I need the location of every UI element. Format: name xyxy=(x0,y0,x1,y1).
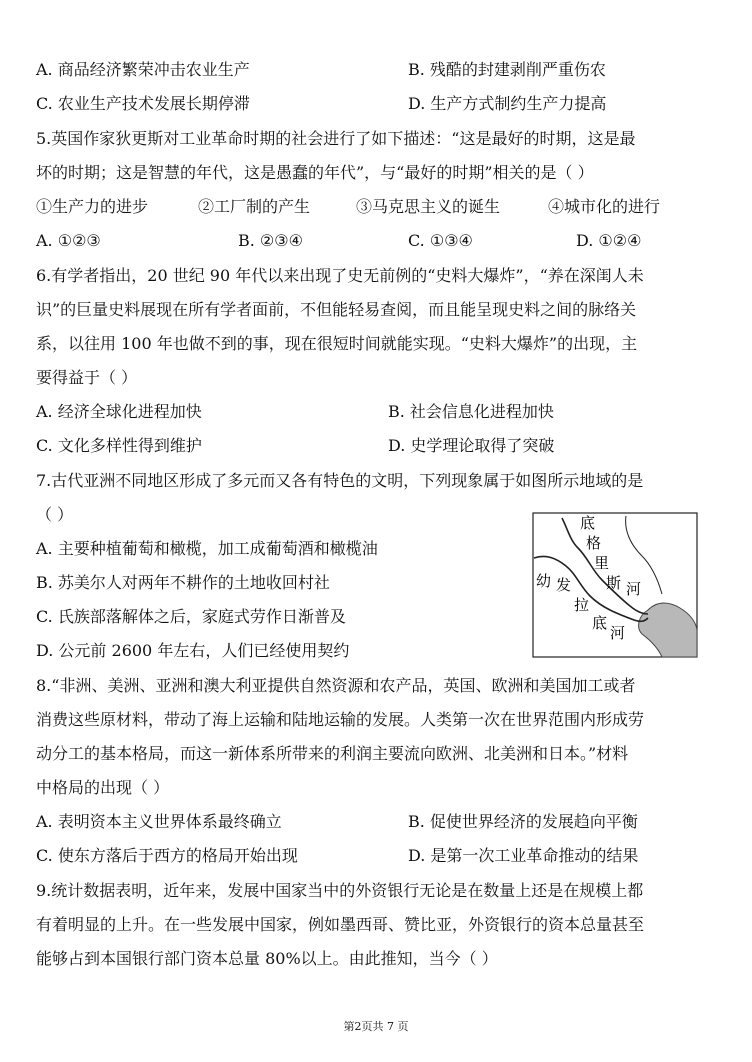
q7-stem-line-1: 7.古代亚洲不同地区形成了多元而又各有特色的文明，下列现象属于如图所示地域的是 xyxy=(36,471,644,490)
q8-option-a: A. 表明资本主义世界体系最终确立 xyxy=(36,812,282,831)
q5-option-b: B. ②③④ xyxy=(238,231,303,250)
q8-stem-line-4: 中格局的出现（ ） xyxy=(36,778,170,797)
map-euphrates-char-2: 发 xyxy=(556,576,572,594)
q7-stem-line-2: （ ） xyxy=(36,505,74,524)
q9-stem-line-2: 有着明显的上升。在一些发展中国家，例如墨西哥、赞比亚，外资银行的资本总量甚至 xyxy=(36,915,645,934)
q9-stem-line-1: 9.统计数据表明，近年来，发展中国家当中的外资银行无论是在数量上还是在规模上都 xyxy=(36,881,644,900)
q5-option-c: C. ①③④ xyxy=(408,231,473,250)
q8-stem-line-2: 消费这些原材料，带动了海上运输和陆地运输的发展。人类第一次在世界范围内形成劳 xyxy=(36,710,645,729)
q4-option-a: A. 商品经济繁荣冲击农业生产 xyxy=(36,60,250,79)
q5-item-3: ③马克思主义的诞生 xyxy=(356,197,501,216)
q6-option-a: A. 经济全球化进程加快 xyxy=(36,402,202,421)
q7-option-c: C. 氏族部落解体之后，家庭式劳作日渐普及 xyxy=(36,607,346,626)
page-footer: 第2页共 7 页 xyxy=(343,1020,409,1033)
q7-option-a: A. 主要种植葡萄和橄榄，加工成葡萄酒和橄榄油 xyxy=(36,539,378,558)
q5-stem-line-1: 5.英国作家狄更斯对工业革命时期的社会进行了如下描述：“这是最好的时期，这是最 xyxy=(36,129,636,148)
q5-item-1: ①生产力的进步 xyxy=(36,197,149,216)
q8-stem-line-3: 动分工的基本格局，而这一新体系所带来的利润主要流向欧洲、北美洲和日本。”材料 xyxy=(36,744,629,763)
q6-stem-line-4: 要得益于（ ） xyxy=(36,368,138,387)
map-tigris-char-1: 底 xyxy=(580,514,596,532)
q6-option-b: B. 社会信息化进程加快 xyxy=(388,402,554,421)
mesopotamia-map xyxy=(530,510,700,660)
map-euphrates-char-5: 河 xyxy=(610,624,626,642)
q8-option-d: D. 是第一次工业革命推动的结果 xyxy=(408,846,639,865)
q6-option-c: C. 文化多样性得到维护 xyxy=(36,436,202,455)
q4-option-c: C. 农业生产技术发展长期停滞 xyxy=(36,94,250,113)
map-tigris-char-4: 斯 xyxy=(606,574,622,592)
map-tigris-char-2: 格 xyxy=(586,534,602,552)
q8-stem-line-1: 8.“非洲、美洲、亚洲和澳大利亚提供自然资源和农产品，英国、欧洲和美国加工或者 xyxy=(36,676,636,695)
map-euphrates-char-4: 底 xyxy=(592,614,608,632)
q5-option-a: A. ①②③ xyxy=(36,231,101,250)
q6-stem-line-1: 6.有学者指出，20 世纪 90 年代以来出现了史无前例的“史料大爆炸”，“养在深闺人未 xyxy=(36,266,644,285)
q5-item-4: ④城市化的进行 xyxy=(548,197,661,216)
map-tigris-char-5: 河 xyxy=(626,580,642,598)
map-tigris-char-3: 里 xyxy=(594,554,610,572)
q7-option-b: B. 苏美尔人对两年不耕作的土地收回村社 xyxy=(36,573,330,592)
q4-option-d: D. 生产方式制约生产力提高 xyxy=(408,94,607,113)
q5-item-2: ②工厂制的产生 xyxy=(198,197,311,216)
q4-option-b: B. 残酷的封建剥削严重伤农 xyxy=(408,60,606,79)
q5-stem-line-2: 坏的时期；这是智慧的年代，这是愚蠢的年代”，与“最好的时期”相关的是（ ） xyxy=(36,163,594,182)
q9-stem-line-3: 能够占到本国银行部门资本总量 80%以上。由此推知，当今（ ） xyxy=(36,949,498,968)
map-euphrates-char-3: 拉 xyxy=(574,596,590,614)
q5-option-d: D. ①②④ xyxy=(576,231,642,250)
q6-option-d: D. 史学理论取得了突破 xyxy=(388,436,555,455)
q6-stem-line-2: 识”的巨量史料展现在所有学者面前，不但能轻易查阅，而且能呈现史料之间的脉络关 xyxy=(36,300,637,319)
q6-stem-line-3: 系，以往用 100 年也做不到的事，现在很短时间就能实现。“史料大爆炸”的出现，主 xyxy=(36,334,638,353)
q7-option-d: D. 公元前 2600 年左右，人们已经使用契约 xyxy=(36,641,350,660)
map-euphrates-char-1: 幼 xyxy=(536,572,552,590)
q8-option-c: C. 使东方落后于西方的格局开始出现 xyxy=(36,846,298,865)
q8-option-b: B. 促使世界经济的发展趋向平衡 xyxy=(408,812,638,831)
